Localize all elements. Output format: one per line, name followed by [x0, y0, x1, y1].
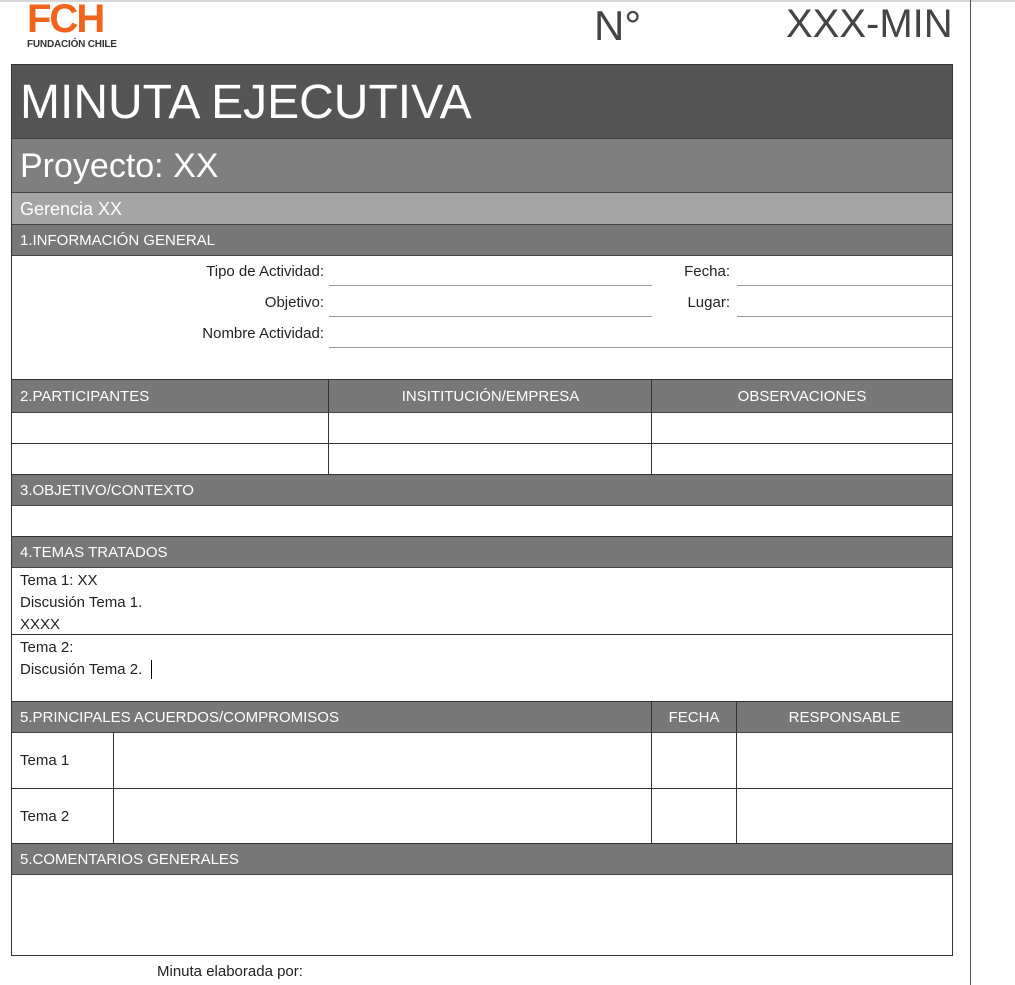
svg-text:FCH: FCH: [27, 0, 104, 36]
activity-type-label: Tipo de Actividad:: [206, 263, 324, 280]
topic1-title: Tema 1: XX: [20, 572, 98, 589]
agreements-responsible-column-header: RESPONSABLE: [788, 709, 901, 726]
agreements-divider: [651, 702, 652, 844]
prepared-by-label: Minuta elaborada por:: [157, 963, 303, 980]
date-field[interactable]: [737, 285, 952, 286]
place-field[interactable]: [737, 316, 952, 317]
participant-row[interactable]: [12, 413, 952, 444]
date-label: Fecha:: [684, 263, 730, 280]
topic1-detail: XXXX: [20, 616, 61, 633]
general-info-body: [12, 256, 952, 380]
objective-label: Objetivo:: [264, 294, 324, 311]
objective-field[interactable]: [329, 316, 652, 317]
activity-name-label: Nombre Actividad:: [202, 325, 324, 342]
document-title[interactable]: MINUTA EJECUTIVA: [12, 65, 952, 139]
participants-divider: [651, 380, 652, 475]
fch-logo: [27, 0, 122, 52]
section-objective-header: 3.OBJETIVO/CONTEXTO: [12, 475, 952, 506]
page-right-edge: [970, 0, 971, 985]
topic1-discussion: Discusión Tema 1.: [20, 594, 143, 611]
project-name[interactable]: Proyecto: XX: [12, 139, 952, 193]
section-topics-header: 4.TEMAS TRATADOS: [12, 537, 952, 568]
participants-header: 2.PARTICIPANTES: [20, 388, 150, 405]
management-name[interactable]: Gerencia XX: [12, 193, 952, 225]
agreements-divider: [113, 733, 114, 844]
agreements-divider: [736, 702, 737, 844]
agreements-date-column-header: FECHA: [668, 709, 720, 726]
place-label: Lugar:: [687, 294, 730, 311]
minute-sheet: [11, 64, 953, 956]
agreement-row[interactable]: [12, 789, 952, 844]
section-comments-header: 5.COMENTARIOS GENERALES: [12, 844, 952, 875]
comments-field[interactable]: [12, 875, 952, 955]
participants-divider: [328, 380, 329, 475]
text-cursor: [151, 660, 152, 679]
topic2-title: Tema 2:: [20, 639, 74, 656]
activity-type-field[interactable]: [329, 285, 652, 286]
agreement-topic-label: Tema 2: [20, 808, 70, 825]
activity-name-field[interactable]: [329, 347, 952, 348]
observations-column-header: OBSERVACIONES: [737, 388, 867, 405]
agreement-topic-label: Tema 1: [20, 752, 70, 769]
agreements-header: 5.PRINCIPALES ACUERDOS/COMPROMISOS: [20, 709, 339, 726]
doc-number-code[interactable]: XXX-MIN: [786, 2, 953, 46]
participants-header-row: [12, 380, 952, 413]
institution-column-header: INSITITUCIÓN/EMPRESA: [401, 388, 580, 405]
participant-row[interactable]: [12, 444, 952, 475]
topic-block-1[interactable]: [12, 568, 952, 635]
topic-block-2[interactable]: [12, 635, 952, 702]
doc-number-label: N°: [594, 2, 642, 49]
section-general-info-header: 1.INFORMACIÓN GENERAL: [12, 225, 952, 256]
agreement-row[interactable]: [12, 733, 952, 789]
agreements-header-row: [12, 702, 952, 733]
fch-logo-mark: [27, 0, 119, 36]
logo-subtitle: FUNDACIÓN CHILE: [27, 39, 117, 50]
topic2-discussion: Discusión Tema 2.: [20, 661, 143, 678]
objective-context-field[interactable]: [12, 506, 952, 537]
